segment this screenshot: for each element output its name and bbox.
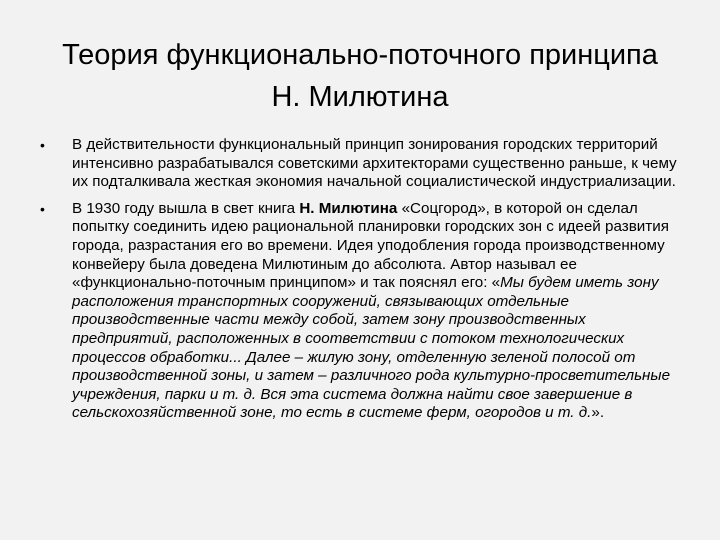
bullet-item bbox=[40, 200, 688, 423]
author-name: Н. Милютина bbox=[299, 199, 398, 217]
title-line-1: Теория функционально-поточного принципа bbox=[62, 39, 658, 71]
quote-close-mark: ». bbox=[591, 404, 605, 422]
milyutin-quote: Мы будем иметь зону расположения транспортных сооружений, связывающих отдельные производственные части между собой, затем зону производственных предприятий, расположенных в соответствии с потоком технологических процессов обработки... Далее – жилую зону, отделенную зеленой полосой от производственной зоны, и затем – различного рода культурно-просветительные учреждения, парки и т. д. Вся эта система должна найти свое завершение в сельскохозяйственной зоне, то есть в системе ферм, огородов и т. д. bbox=[72, 274, 671, 422]
title-line-2: Н. Милютина bbox=[271, 81, 449, 113]
bullet-text: В действительности функциональный принцип зонирования городских территорий интенсивно разрабатывался советскими архитекторами существенно раньше, к чему их подталкивала жесткая экономия начальной социалистической индустриализации. bbox=[72, 136, 677, 191]
bullet-icon: • bbox=[40, 137, 45, 153]
quote-open-mark: « bbox=[491, 274, 501, 292]
bullet-icon: • bbox=[40, 200, 45, 217]
bullet-text-body: «Соцгород», в которой он сделал попытку соединить идею рациональной планировки городских зон с идеей развития города, разрастания его во времени. Идея уподобления города производственному конвейеру была доведена Милютиным до абсолюта. Автор называл ее «функционально-поточным принципом» и так пояснял его: bbox=[72, 199, 669, 292]
slide-content bbox=[40, 136, 688, 431]
bullet-text-intro: В 1930 году вышла в свет книга bbox=[72, 199, 300, 217]
slide-title bbox=[36, 34, 684, 118]
bullet-item bbox=[40, 136, 688, 192]
